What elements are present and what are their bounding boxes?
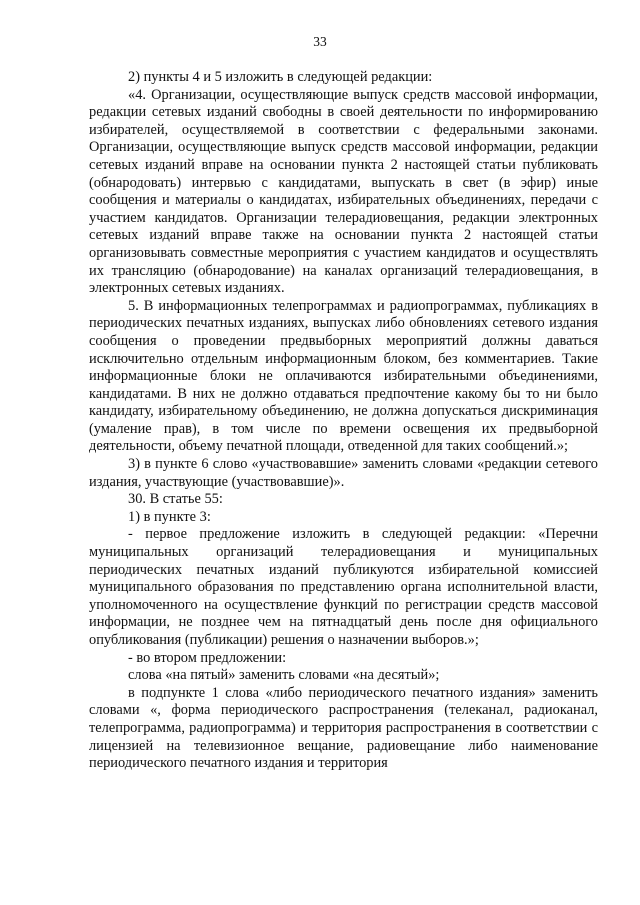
paragraph-amend-items-4-5: 2) пункты 4 и 5 изложить в следующей редакции: bbox=[128, 69, 433, 85]
paragraph-item-6-amendment: 3) в пункте 6 слово «участвовавшие» заменить словами «редакции сетевого издания, участвующие (участвовавшие)». bbox=[89, 456, 598, 490]
paragraph-first-sentence: - первое предложение изложить в следующей редакции: «Перечни муниципальных организаций телерадиовещания и муниципальных периодических печатных изданий публикуются избирательной комиссией муниципального образования по представлению органа исполнительной власти, уполномоченного на осуществление функций по регистрации средств массовой информации, не позднее чем на пятнадцатый день после дня официального опубликования (публикации) решения о назначении выборов.»; bbox=[89, 526, 598, 648]
paragraph-item-4: «4. Организации, осуществляющие выпуск средств массовой информации, редакции сетевых изданий свободны в своей деятельности по информированию избирателей, осуществляемой в соответствии с федеральными законами. Организации, осуществляющие выпуск средств массовой информации, редакции сетевых изданий вправе на основании пункта 2 настоящей статьи публиковать (обнародовать) интервью с кандидатами, выпускать в свет (в эфир) иные сообщения и материалы о кандидатах, избирательных объединениях, передачи с участием кандидатов. Организации телерадиовещания, редакции электронных сетевых изданий вправе также на основании пункта 2 настоящей статьи организовывать совместные мероприятия с участием кандидатов и осуществлять их трансляцию (обнародование) на каналах организаций телерадиовещания, в электронных сетевых изданиях. bbox=[89, 86, 598, 297]
paragraph-article-55-heading: 30. В статье 55: bbox=[128, 491, 223, 508]
paragraph-item-5: 5. В информационных телепрограммах и радиопрограммах, публикациях в периодических печатных изданиях, выпусках либо обновлениях сетевого издания сообщения о проведении предвыборных мероприятий должны даваться исключительно отдельным информационным блоком, без комментариев. Такие информационные блоки не оплачиваются избирательными объединениями, кандидатами. В них не должно отдаваться предпочтение какому бы то ни было кандидату, избирательному объединению, не должна допускаться дискриминация (умаление прав), в том числе по времени освещения их предвыборной деятельности, объему печатной площади, отведенной для таких сообщений.»; bbox=[89, 297, 598, 455]
document-body bbox=[89, 69, 598, 773]
paragraph-point-3-heading: 1) в пункте 3: bbox=[128, 508, 211, 525]
page-number: 33 bbox=[313, 34, 327, 49]
paragraph-replace-words: слова «на пятый» заменить словами «на десятый»; bbox=[128, 667, 440, 684]
paragraph-subpoint-1: в подпункте 1 слова «либо периодического печатного издания» заменить словами «, форма периодического распространения (телеканал, радиоканал, телепрограмма, радиопрограмма) и территория распространения в соответствии с лицензией на телевизионное вещание, радиовещание либо наименование периодического печатного издания и территория bbox=[89, 684, 598, 772]
paragraph-second-sentence-heading: - во втором предложении: bbox=[128, 649, 287, 666]
